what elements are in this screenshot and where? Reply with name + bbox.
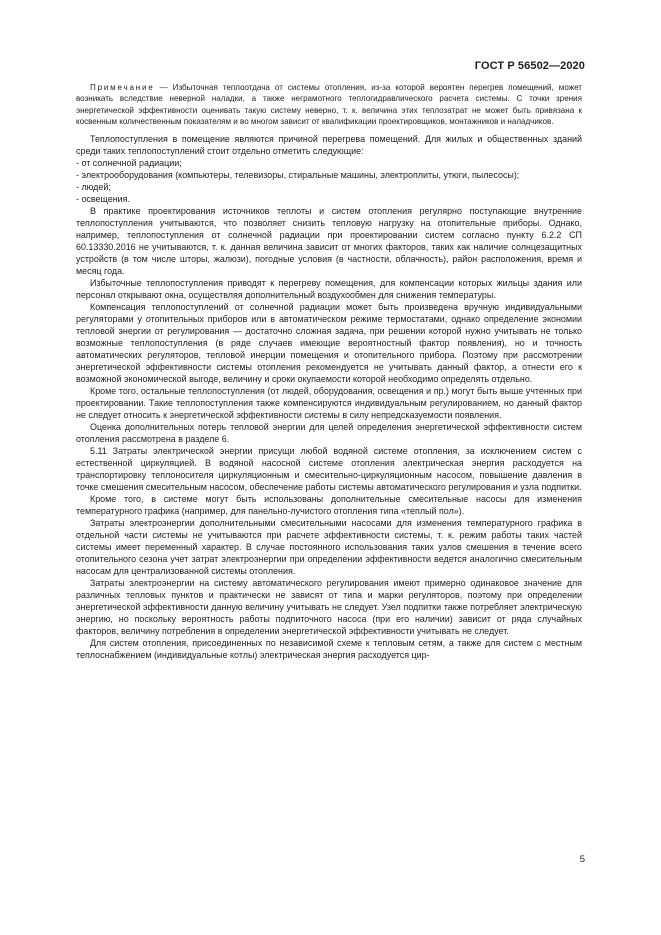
list-item: - от солнечной радиации; (76, 158, 182, 169)
paragraph: Затраты электроэнергии дополнительными смесительными насосами для изменения температурного графика в отдельной части системы не учитываются при расчете эффективности системы, т. к. режим работы таких частей системы имеет переменный характер. В случае постоянного использования таких узлов смешения в течение всего отопительного сезона учет затрат электроэнергии при определении эффективности ведется аналогично смесительным насосам для централизованной системы отопления. (76, 518, 582, 577)
page-number: 5 (579, 854, 585, 865)
paragraph: Для систем отопления, присоединенных по независимой схеме к тепловым сетям, а также для систем с местным теплоснабжением (индивидуальные котлы) электрическая энергия расходуется цир- (76, 638, 582, 661)
paragraph: В практике проектирования источников теплоты и систем отопления регулярно поступающие внутренние теплопоступления учитываются, что позволяет снизить тепловую нагрузку на отопительные приборы. Однако, например, теплопоступления от солнечной радиации при проектировании систем согласно пункту 6.2.2 СП 60.13330.2016 не учитываются, т. к. данная величина зависит от многих факторов, таких как наличие солнцезащитных устройств (в том числе шторы, жалюзи), погодные условия (в частности, облачность), район расположения, время и месяц года. (76, 206, 582, 277)
list-item: - электрооборудования (компьютеры, телевизоры, стиральные машины, электроплиты, утюги, пылесосы); (76, 170, 520, 181)
paragraph: Теплопоступления в помещение являются причиной перегрева помещений. Для жилых и общественных зданий среди таких теплопоступлений стоит отдельно отметить следующие: (76, 134, 582, 157)
list-item: - освещения. (76, 194, 130, 205)
list-item: - людей; (76, 182, 111, 193)
note-paragraph (76, 82, 582, 127)
paragraph: Затраты электроэнергии на систему автоматического регулирования имеют примерно одинаковое значение для различных тепловых пунктов и практически не зависят от типа и марки регуляторов, поэтому при определении энергетической эффективности данную величину учитывать не следует. Узел подпитки также потребляет электрическую энергию, но поскольку вероятность работы подпиточного насоса (при его наличии) зависит от ряда случайных факторов, величину потребления в определении энергетической эффективности учитывать не следует. (76, 578, 582, 637)
paragraph: Оценка дополнительных потерь тепловой энергии для целей определения энергетической эффективности систем отопления рассмотрена в разделе 6. (76, 422, 582, 445)
paragraph: Избыточные теплопоступления приводят к перегреву помещения, для компенсации которых жильцы здания или персонал открывают окна, осуществляя дополнительный воздухообмен для снижения температуры. (76, 278, 582, 301)
paragraph: Кроме того, в системе могут быть использованы дополнительные смесительные насосы для изменения температурного графика (например, для панельно-лучистого отопления типа «теплый пол»). (76, 494, 582, 517)
paragraph: Компенсация теплопоступлений от солнечной радиации может быть произведена вручную индивидуальными регуляторами у отопительных приборов или в автоматическом режиме термостатами, однако определение экономии тепловой энергии от регулирования — достаточно сложная задача, при решении которой нужно учитывать не только возможные теплопоступления (в ряде случаев имеющие вероятностный фактор появления), но и точность автоматических регуляторов, тепловой инерции помещения и отопительного прибора. Поэтому при рассмотрении энергетической эффективности системы отопления рекомендуется не учитывать данный фактор, а отнести его к возможной экономической выгоде, величину и сроки окупаемости которой необходимо определять отдельно. (76, 302, 582, 385)
note-text: — Избыточная теплоотдача от системы отопления, из-за которой вероятен перегрев помещений, может возникать вследствие неверной наладки, а также неграмотного теплогидравлического расчета системы. С точки зрения энергетической эффективности оценивать такую систему неверно, т. к. величина этих теплозатрат не может быть привязана к косвенным количественным показателям и во многом зависит от квалификации проектировщиков, монтажников и наладчиков. (76, 83, 582, 126)
note-lead: Примечание (90, 83, 155, 92)
document-header: ГОСТ Р 56502—2020 (474, 60, 585, 72)
page-body (76, 82, 582, 661)
paragraph: Кроме того, остальные теплопоступления (от людей, оборудования, освещения и пр.) могут быть выше учтенных при проектировании. Такие теплопоступления также компенсируются индивидуальным регулированием, но данный фактор не следует относить к энергетической эффективности системы в силу непредсказуемости появления. (76, 386, 582, 421)
paragraph: 5.11 Затраты электрической энергии присущи любой водяной системе отопления, за исключением систем с естественной циркуляцией. В водяной насосной системе отопления электрическая энергия расходуется на транспортировку теплоносителя циркуляционным и смесительно-циркуляционным насосом, повышение давления в точке смешения смесительным насосом, обеспечение работы системы автоматического регулирования и узла подпитки. (76, 446, 582, 493)
